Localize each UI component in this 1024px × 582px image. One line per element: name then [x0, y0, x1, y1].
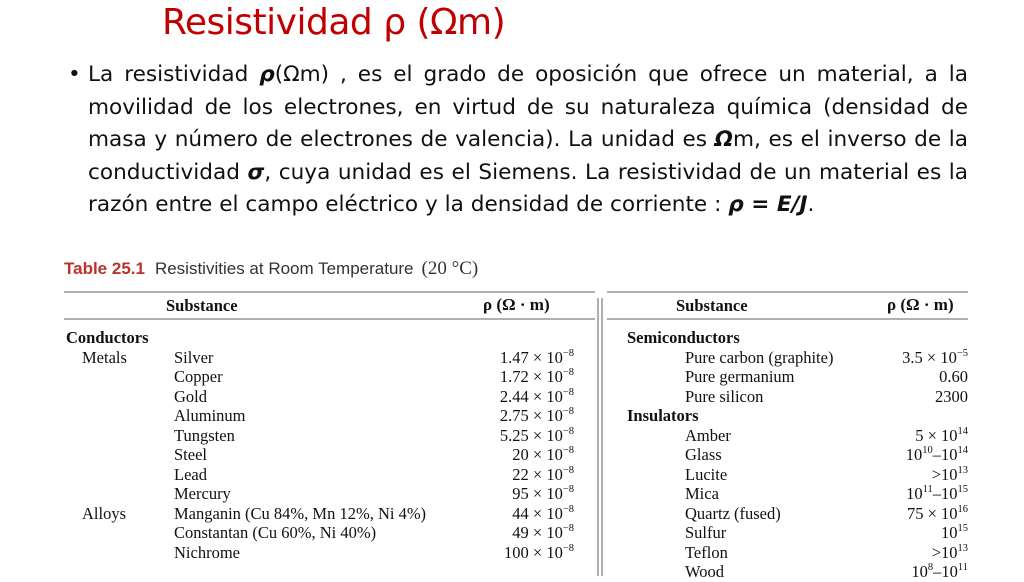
slide-title: Resistividad ρ (Ωm) — [162, 2, 506, 43]
substance-name: Copper — [174, 367, 223, 386]
value-mantissa: 10 — [906, 484, 923, 503]
substance-name: Steel — [174, 445, 207, 464]
table-number: Table 25.1 — [64, 259, 145, 278]
value-exponent: 8 — [927, 562, 934, 573]
resistivity-value — [935, 387, 968, 407]
value-mantissa: 95 × 10 — [512, 484, 563, 503]
bullet-text-part: . — [807, 192, 815, 218]
value-mantissa: 5.25 × 10 — [499, 425, 563, 445]
substance-name: Teflon — [685, 542, 728, 562]
substance-name: Sulfur — [685, 523, 727, 542]
value-exponent: −8 — [562, 445, 574, 456]
value-mantissa: 0.60 — [939, 367, 968, 386]
resistivity-value — [906, 484, 968, 504]
resistivity-value — [939, 367, 968, 387]
resistivity-formula: ρ = E/J — [728, 192, 808, 218]
resistivity-value — [500, 406, 574, 426]
value-mantissa: 2300 — [935, 386, 968, 406]
table-column-divider — [597, 298, 599, 576]
table-temperature: (20 °C) — [421, 258, 479, 279]
substance-name: Glass — [685, 445, 722, 464]
table-header-rule-right — [607, 318, 968, 320]
substance-name: Amber — [685, 425, 731, 445]
value-exponent: −8 — [562, 386, 574, 398]
substance-name: Mercury — [174, 484, 231, 503]
substance-name: Aluminum — [174, 406, 246, 425]
table-top-rule-left — [64, 291, 595, 293]
resistivity-value — [907, 504, 968, 524]
value-mantissa: –10 — [933, 562, 958, 581]
value-mantissa: 5 × 10 — [915, 425, 958, 445]
value-exponent: 10 — [922, 445, 933, 456]
substance-name: Manganin (Cu 84%, Mn 12%, Ni 4%) — [174, 503, 427, 523]
value-mantissa: 44 × 10 — [512, 503, 563, 523]
resistivity-value — [500, 367, 574, 387]
resistivity-value — [500, 387, 574, 407]
value-exponent: 15 — [957, 523, 968, 534]
substance-name: Lucite — [685, 464, 728, 484]
value-exponent: −8 — [562, 425, 574, 437]
bullet-text-part: La resistividad — [88, 62, 260, 87]
value-mantissa: 10 — [911, 562, 928, 581]
resistivity-value — [911, 562, 968, 582]
substance-name: Tungsten — [174, 425, 235, 445]
value-mantissa: –10 — [932, 445, 958, 464]
value-mantissa: –10 — [932, 484, 958, 503]
table-caption — [64, 258, 478, 280]
left-header-resistivity: ρ (Ω · m) — [483, 295, 550, 314]
substance-name: Silver — [174, 347, 214, 367]
substance-name: Pure germanium — [685, 367, 795, 386]
value-mantissa: 10 — [941, 523, 958, 542]
resistivity-value — [512, 523, 574, 543]
substance-name: Gold — [174, 386, 207, 406]
value-exponent: −8 — [562, 367, 574, 378]
value-exponent: 15 — [957, 484, 968, 495]
bullet-paragraph — [68, 59, 968, 222]
substance-name: Lead — [174, 464, 207, 484]
bullet-text-part: (Ωm) , es el grado de oposición que ofrece un material, a la movilidad de los electrones, en virtud de su naturaleza química (densidad de masa y número de electrones de valencia). La unidad es — [88, 62, 968, 153]
substance-name: Constantan (Cu 60%, Ni 40%) — [174, 523, 377, 542]
value-exponent: 14 — [957, 445, 968, 456]
right-header-substance: Substance — [676, 296, 748, 315]
value-mantissa: 10 — [905, 445, 923, 464]
table-column-divider — [601, 298, 603, 576]
group-label: Conductors — [66, 328, 149, 347]
resistivity-value — [915, 426, 968, 446]
resistivity-value — [500, 426, 574, 446]
value-mantissa: 2.75 × 10 — [499, 406, 563, 425]
value-exponent: −5 — [956, 347, 968, 359]
value-mantissa: 22 × 10 — [512, 464, 563, 484]
resistivity-value — [512, 465, 574, 485]
value-mantissa: 1.72 × 10 — [499, 367, 563, 386]
sigma-symbol: σ — [247, 159, 265, 185]
value-mantissa: 100 × 10 — [504, 542, 563, 562]
value-mantissa: 49 × 10 — [512, 523, 563, 542]
value-exponent: −8 — [562, 347, 574, 359]
substance-name: Quartz (fused) — [685, 503, 781, 523]
resistivity-value — [932, 465, 968, 485]
value-mantissa: 2.44 × 10 — [499, 386, 563, 406]
resistivity-value — [941, 523, 968, 543]
group-label: Insulators — [627, 406, 699, 425]
resistivity-value — [504, 543, 574, 563]
value-mantissa: >10 — [931, 542, 958, 562]
substance-name: Nichrome — [174, 542, 240, 562]
resistivity-value — [932, 543, 968, 563]
bullet-text-part: , cuya unidad es el Siemens. La resistividad de un material es la razón entre el campo eléctrico y la densidad de corriente : — [88, 159, 968, 218]
resistivity-value — [902, 348, 968, 368]
substance-name: Mica — [685, 484, 719, 503]
bullet-text-part: m, es el inverso de la conductividad — [88, 127, 968, 185]
value-exponent: 16 — [957, 503, 968, 515]
value-exponent: 11 — [957, 562, 968, 573]
value-mantissa: >10 — [931, 464, 958, 484]
right-header-resistivity: ρ (Ω · m) — [887, 295, 954, 314]
value-exponent: −8 — [562, 542, 574, 554]
substance-name: Pure silicon — [685, 386, 764, 406]
substance-name: Wood — [685, 562, 725, 581]
value-exponent: −8 — [562, 523, 574, 534]
left-header-substance: Substance — [166, 296, 238, 315]
value-exponent: 14 — [957, 425, 968, 437]
value-exponent: 13 — [957, 542, 968, 554]
value-mantissa: 20 × 10 — [512, 445, 563, 464]
rho-symbol: ρ — [259, 62, 275, 87]
resistivity-value — [500, 348, 574, 368]
value-exponent: −8 — [562, 503, 574, 515]
table-title: Resistivities at Room Temperature — [154, 259, 414, 278]
table-top-rule-right — [607, 291, 968, 293]
resistivity-value — [512, 484, 574, 504]
table-header-rule-left — [64, 318, 595, 320]
bullet-text — [88, 59, 968, 222]
value-exponent: −8 — [562, 484, 574, 495]
bullet-marker: • — [68, 62, 81, 87]
group-label: Semiconductors — [627, 328, 740, 347]
value-exponent: 13 — [957, 464, 968, 476]
value-mantissa: 1.47 × 10 — [499, 347, 563, 367]
resistivity-value — [512, 504, 574, 524]
resistivity-value — [906, 445, 968, 465]
subgroup-label: Alloys — [82, 503, 127, 523]
value-exponent: 11 — [922, 484, 933, 495]
ohm-symbol: Ω — [714, 127, 734, 153]
subgroup-label: Metals — [82, 347, 127, 367]
value-mantissa: 75 × 10 — [906, 503, 958, 523]
substance-name: Pure carbon (graphite) — [685, 347, 834, 367]
value-exponent: −8 — [562, 406, 574, 417]
value-exponent: −8 — [562, 464, 574, 476]
resistivity-value — [512, 445, 574, 465]
value-mantissa: 3.5 × 10 — [902, 347, 957, 367]
